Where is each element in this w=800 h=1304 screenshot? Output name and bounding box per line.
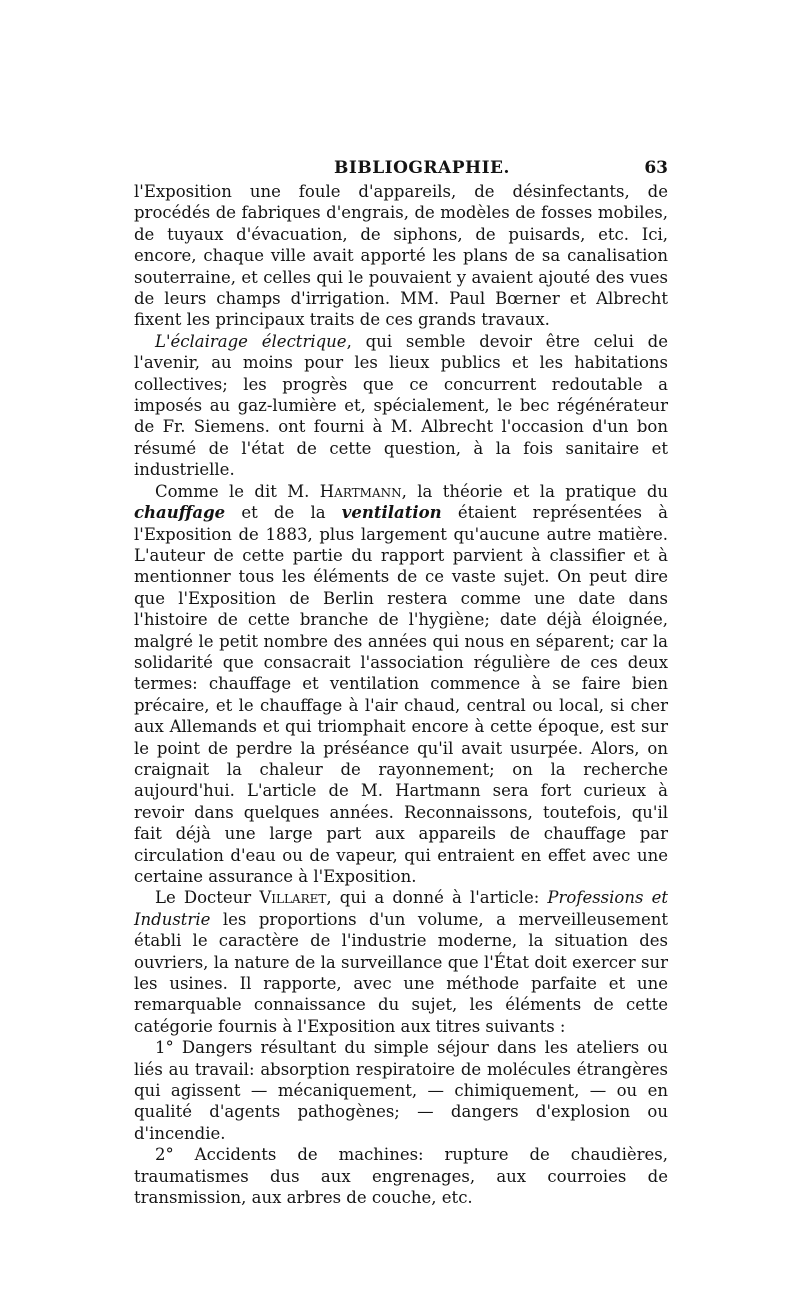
paragraph-text: et de la <box>225 503 342 523</box>
page-number: 63 <box>644 158 668 178</box>
author-name: Villaret <box>259 888 327 908</box>
paragraph-text: , qui a donné à l'article: <box>326 888 548 908</box>
paragraph-text: , la théorie et la pratique du <box>401 481 669 501</box>
paragraph-1 <box>134 181 668 331</box>
paragraph-text: Le Docteur <box>155 888 260 908</box>
italic-term: Professions et Industrie <box>134 888 668 929</box>
paragraph-4 <box>134 887 668 1037</box>
paragraph-text: , qui semble devoir être celui de l'avenir, au moins pour les lieux publics et les habitations collectives; les progrès que ce concurrent redoutable a imposés au gaz-lumière et, spécialement, le bec régénérateur de Fr. Siemens. ont fourni à M. Albrecht l'occasion d'un bon résumé de l'état de cette question, à la fois sanitaire et industrielle. <box>134 331 668 480</box>
body-text <box>134 181 668 1209</box>
running-head: BIBLIOGRAPHIE. <box>334 158 510 178</box>
italic-term: chauffage <box>134 503 226 523</box>
paragraph-text: 2° Accidents de machines: rupture de chaudières, traumatismes dus aux engrenages, aux courroies de transmission, aux arbres de couche, etc. <box>134 1145 668 1208</box>
paragraph-text: étaient représentées à l'Exposition de 1883, plus largement qu'aucune autre matière. L'auteur de cette partie du rapport parvient à classifier et à mentionner tous les éléments de ce vaste sujet. On peut dire que l'Exposition de Berlin restera comme une date dans l'histoire de cette branche de l'hygiène; date déjà éloignée, malgré le petit nombre des années qui nous en séparent; car la solidarité que consacrait l'association régulière de ces deux termes: chauffage et ventilation commence à se faire bien précaire, et le chauffage à l'air chaud, central ou local, si cher aux Allemands et qui triomphait encore à cette époque, est sur le point de perdre la préséance qu'il avait usurpée. Alors, on craignait la chaleur de rayonnement; on la recherche aujourd'hui. L'article de M. Hartmann sera fort curieux à revoir dans quelques années. Reconnaissons, toutefois, qu'il fait déjà une large part aux appareils de chauffage par circulation d'eau ou de vapeur, qui entraient en effet avec une certaine assurance à l'Exposition. <box>134 503 668 886</box>
paragraph-5 <box>134 1037 668 1144</box>
paragraph-text: 1° Dangers résultant du simple séjour dans les ateliers ou liés au travail: absorption respiratoire de molécules étrangères qui agissent — mécaniquement, — chimiquement, — ou en qualité d'agents pathogènes; — dangers d'explosion ou d'incendie. <box>134 1038 668 1143</box>
paragraph-2 <box>134 331 668 481</box>
paragraph-text: Comme le dit M. <box>155 481 320 501</box>
italic-term: ventilation <box>341 503 442 523</box>
author-name: Hartmann <box>319 481 402 501</box>
paragraph-3 <box>134 481 668 888</box>
paragraph-text: les proportions d'un volume, a merveilleusement établi le caractère de l'industrie moderne, la situation des ouvriers, la nature de la surveillance que l'État doit exercer sur les usines. Il rapporte, avec une méthode parfaite et une remarquable connaissance du sujet, les éléments de cette catégorie fournis à l'Exposition aux titres suivants : <box>134 909 668 1036</box>
italic-term: L'éclairage électrique <box>155 331 347 351</box>
paragraph-6 <box>134 1144 668 1208</box>
paragraph-text: l'Exposition une foule d'appareils, de désinfectants, de procédés de fabriques d'engrais, de modèles de fosses mobiles, de tuyaux d'évacuation, de siphons, de puisards, etc. Ici, encore, chaque ville avait apporté les plans de sa canalisation souterraine, et celles qui le pouvaient y avaient ajouté des vues de leurs champs d'irrigation. MM. Paul Bœrner et Albrecht fixent les principaux traits de ces grands travaux. <box>134 182 668 330</box>
page-header <box>134 158 668 180</box>
